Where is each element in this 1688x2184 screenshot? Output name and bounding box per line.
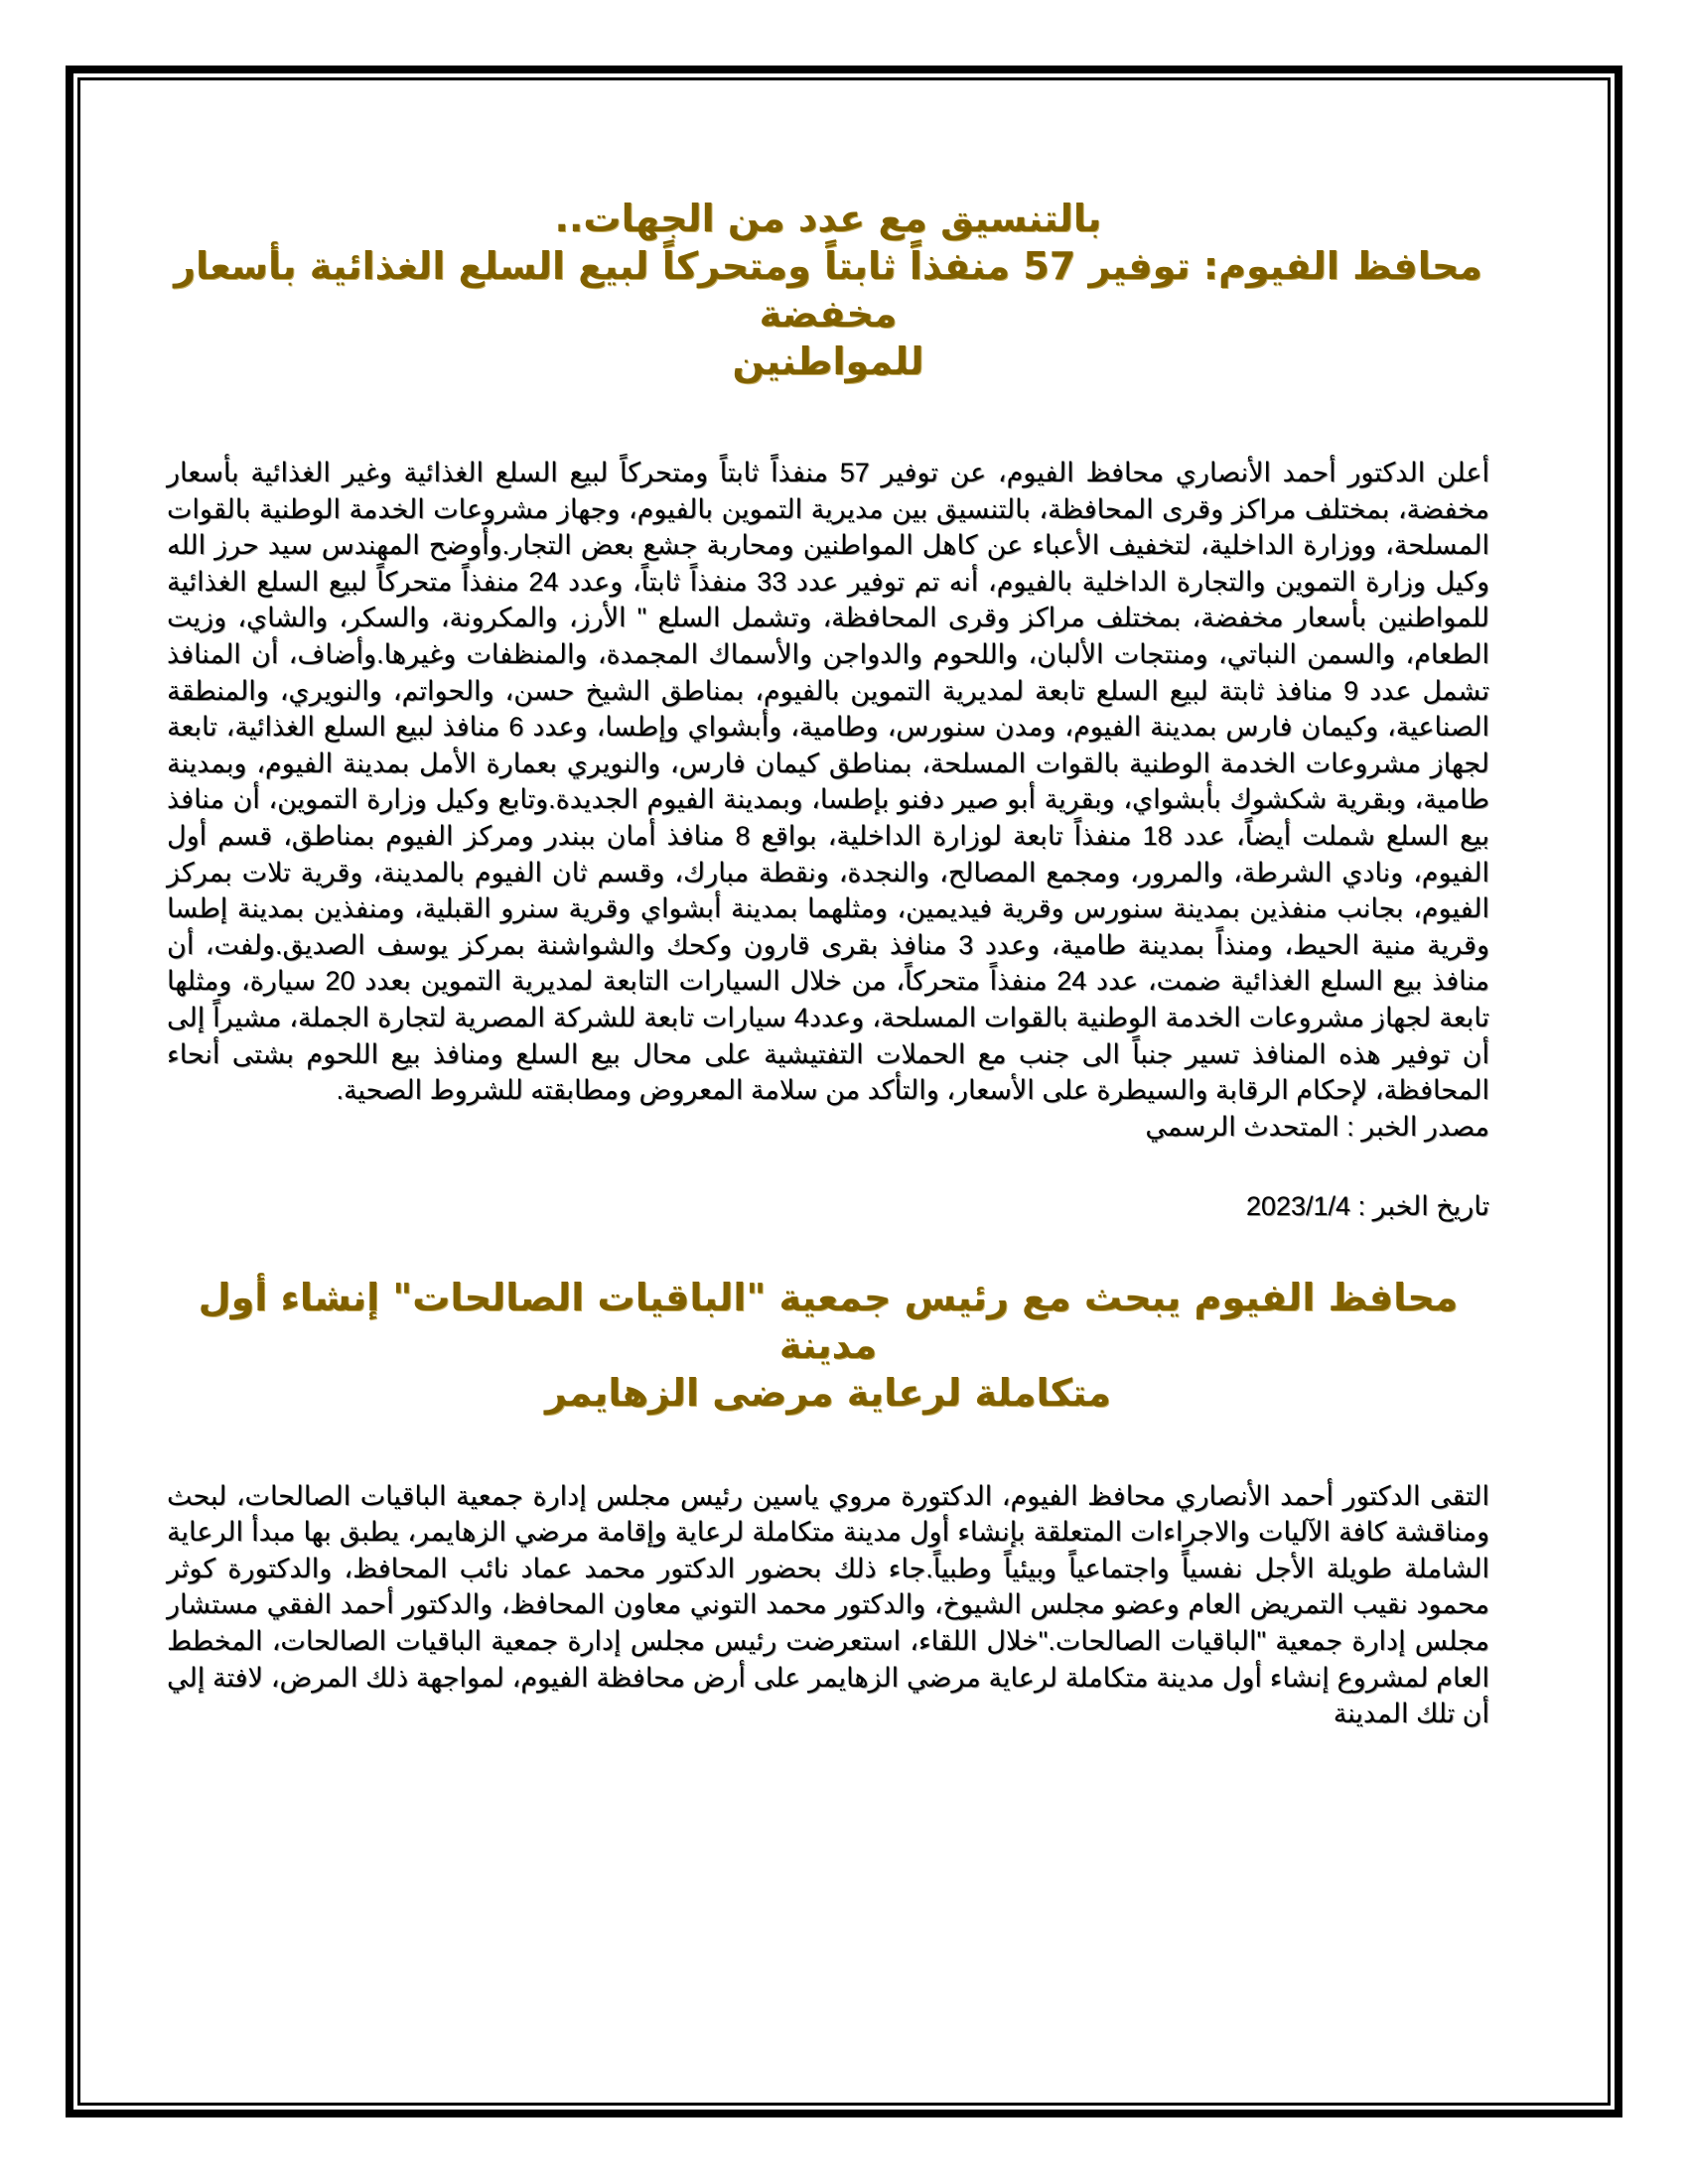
- news-article-alzheimer-city: [167, 1274, 1489, 1732]
- headline-main-line-1: محافظ الفيوم: توفير 57 منفذاً ثابتاً ومتحركاً لبيع السلع الغذائية بأسعار مخفضة: [174, 244, 1482, 336]
- news-article-outlets: [167, 195, 1489, 1224]
- article-body: التقى الدكتور أحمد الأنصاري محافظ الفيوم، الدكتورة مروي ياسين رئيس مجلس إدارة جمعية الباقيات الصالحات، لبحث ومناقشة كافة الآليات والاجراءات المتعلقة بإنشاء أول مدينة متكاملة لرعاية وإقامة مرضي الزهايمر، يطبق بها مبدأ الرعاية الشاملة طويلة الأجل نفسياً واجتماعياً وبيئياً وطبياً.جاء ذلك بحضور الدكتور محمد عماد نائب المحافظ، والدكتورة كوثر محمود نقيب التمريض العام وعضو مجلس الشيوخ، والدكتور محمد التوني معاون المحافظ، والدكتور أحمد الفقي مستشار مجلس إدارة جمعية "الباقيات الصالحات."خلال اللقاء، استعرضت رئيس مجلس إدارة جمعية الباقيات الصالحات، المخطط العام لمشروع إنشاء أول مدينة متكاملة لرعاية مرضي الزهايمر على أرض محافظة الفيوم، لمواجهة ذلك المرض، لافتة إلي أن تلك المدينة: [167, 1480, 1490, 1729]
- headline-kicker: بالتنسيق مع عدد من الجهات..: [554, 197, 1102, 240]
- article-headline: [167, 195, 1489, 385]
- headline-line-2: متكاملة لرعاية مرضى الزهايمر: [545, 1370, 1111, 1415]
- news-source: مصدر الخبر : المتحدث الرسمي: [1145, 1111, 1489, 1142]
- headline-line-1: محافظ الفيوم يبحث مع رئيس جمعية "الباقيات الصالحات" إنشاء أول مدينة: [198, 1275, 1459, 1367]
- headline-main-line-2: للمواطنين: [732, 340, 924, 383]
- news-date: تاريخ الخبر : 2023/1/4: [1245, 1190, 1489, 1221]
- article-body: أعلن الدكتور أحمد الأنصاري محافظ الفيوم، عن توفير 57 منفذاً ثابتاً ومتحركاً لبيع السلع الغذائية وغير الغذائية بأسعار مخفضة، بمختلف مراكز وقرى المحافظة، بالتنسيق بين مديرية التموين بالفيوم، وجهاز مشروعات الخدمة الوطنية بالقوات المسلحة، ووزارة الداخلية، لتخفيف الأعباء عن كاهل المواطنين ومحاربة جشع بعض التجار.وأوضح المهندس سيد حرز الله وكيل وزارة التموين والتجارة الداخلية بالفيوم، أنه تم توفير عدد 33 منفذاً ثابتاً، وعدد 24 منفذاً متحركاً لبيع السلع الغذائية للمواطنين بأسعار مخفضة، بمختلف مراكز وقرى المحافظة، وتشمل السلع " الأرز، والمكرونة، والسكر، والشاي، وزيت الطعام، والسمن النباتي، ومنتجات الألبان، واللحوم والدواجن والأسماك المجمدة، والمنظفات وغيرها.وأضاف، أن المنافذ تشمل عدد 9 منافذ ثابتة لبيع السلع تابعة لمديرية التموين بالفيوم، بمناطق الشيخ حسن، والحواتم، والنويري، والمنطقة الصناعية، وكيمان فارس بمدينة الفيوم، ومدن سنورس، وطامية، وأبشواي وإطسا، وعدد 6 منافذ لبيع السلع الغذائية، تابعة لجهاز مشروعات الخدمة الوطنية بالقوات المسلحة، بمناطق كيمان فارس، والنويري بعمارة الأمل بمدينة الفيوم، وبمدينة طامية، وبقرية شكشوك بأبشواي، وبقرية أبو صير دفنو بإطسا، وبمدينة الفيوم الجديدة.وتابع وكيل وزارة التموين، أن منافذ بيع السلع شملت أيضاً، عدد 18 منفذاً تابعة لوزارة الداخلية، بواقع 8 منافذ أمان ببندر ومركز الفيوم بمناطق، قسم أول الفيوم، ونادي الشرطة، والمرور، ومجمع المصالح، والنجدة، ونقطة مبارك، وقسم ثان الفيوم بالمدينة، وقرية تلات بمركز الفيوم، بجانب منفذين بمدينة سنورس وقرية فيديمين، ومثلهما بمدينة أبشواي وقرية سنرو القبلية، ومنفذين بمدينة إطسا وقرية منية الحيط، ومنذاً بمدينة طامية، وعدد 3 منافذ بقرى قارون وكحك والشواشنة بمركز يوسف الصديق.ولفت، أن منافذ بيع السلع الغذائية ضمت، عدد 24 منفذاً متحركاً، من خلال السيارات التابعة لمديرية التموين بعدد 20 سيارة، ومثلها تابعة لجهاز مشروعات الخدمة الوطنية بالقوات المسلحة، وعدد4 سيارات تابعة للشركة المصرية لتجارة الجملة، مشيراً إلى أن توفير هذه المنافذ تسير جنباً الى جنب مع الحملات التفتيشية على محال بيع السلع ومنافذ بيع اللحوم بشتى أنحاء المحافظة، لإحكام الرقابة والسيطرة على الأسعار، والتأكد من سلامة المعروض ومطابقته للشروط الصحية.: [167, 458, 1490, 1106]
- article-headline: [167, 1274, 1489, 1417]
- document-content: [167, 195, 1489, 1732]
